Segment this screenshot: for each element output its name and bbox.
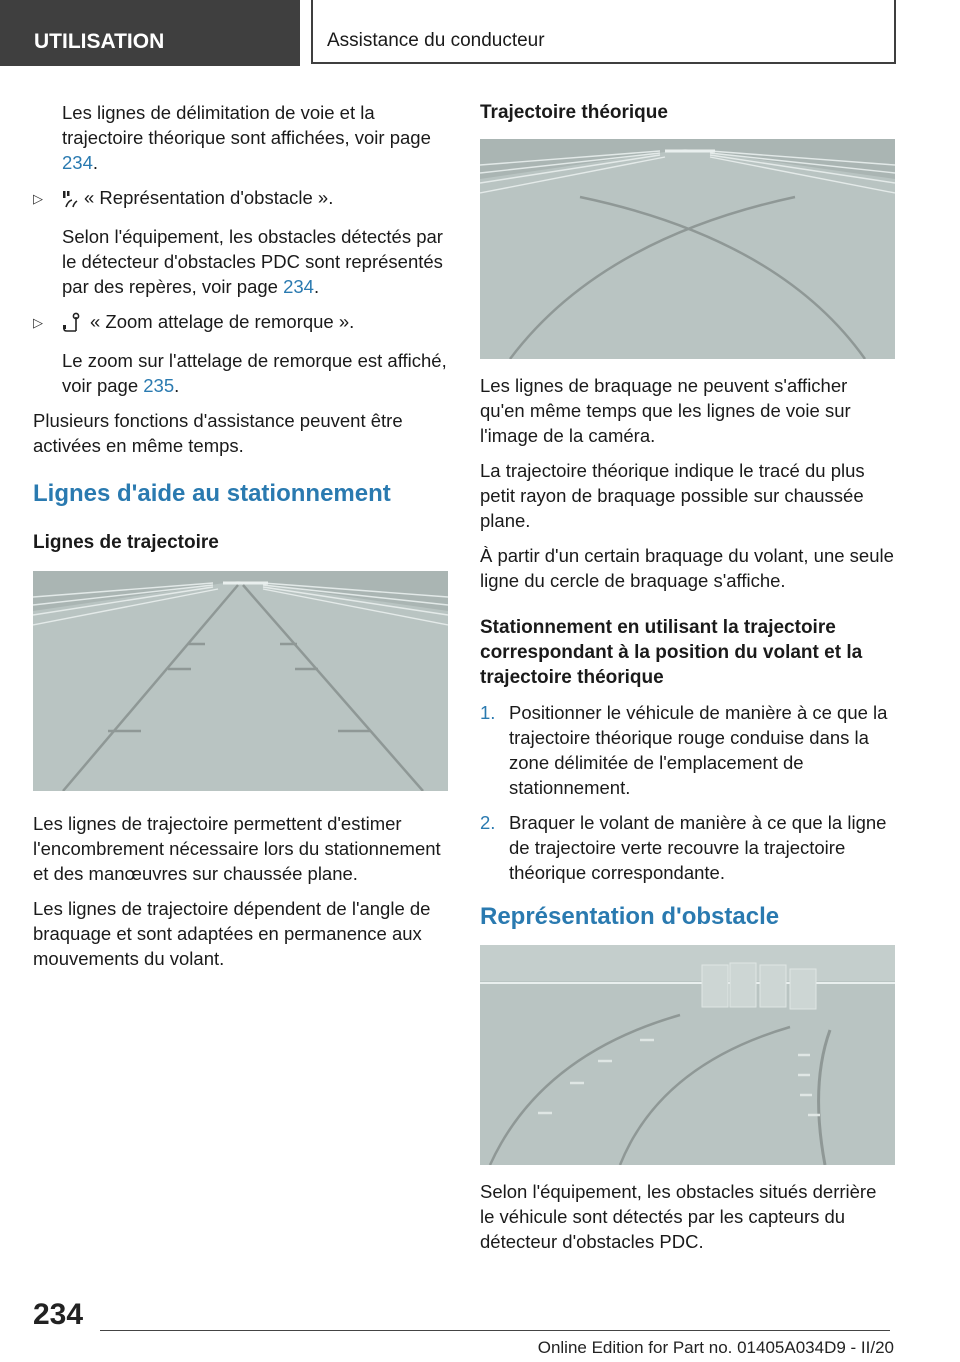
- page-header: [0, 0, 960, 66]
- list-item: [33, 185, 448, 214]
- list-item: [480, 700, 895, 800]
- subsection-heading: Trajectoire théorique: [480, 102, 668, 123]
- chapter-box: [311, 0, 896, 64]
- section-title: UTILISATION: [34, 30, 165, 53]
- page-link[interactable]: 234: [283, 276, 314, 297]
- trailer-hitch-icon: [62, 312, 84, 338]
- step-number: 1.: [480, 702, 496, 723]
- page-number: 234: [33, 1298, 84, 1331]
- list-item: [480, 810, 895, 885]
- bullet-triangle-icon: ▷: [33, 191, 43, 206]
- page-link[interactable]: 234: [62, 152, 93, 173]
- bullet-triangle-icon: ▷: [33, 315, 43, 330]
- numbered-list: [480, 700, 895, 885]
- trajectory-lines-image: [33, 571, 448, 791]
- paragraph: Les lignes de trajectoire permettent d'estimer l'encombrement nécessaire lors du stationnement et des manœuvres sur chaussée plane.: [33, 813, 441, 884]
- step-text: Braquer le volant de manière à ce que la ligne de trajectoire verte recouvre la trajectoire théorique correspondante.: [509, 812, 887, 883]
- paragraph: À partir d'un certain braquage du volant, une seule ligne du cercle de braquage s'affiche.: [480, 545, 894, 591]
- obstacle-display-image: [480, 945, 895, 1165]
- obstacle-view-icon: [62, 189, 78, 214]
- step-number: 2.: [480, 812, 496, 833]
- paragraph: Plusieurs fonctions d'assistance peuvent être activées en même temps.: [33, 410, 403, 456]
- left-column: [33, 100, 448, 981]
- page-link[interactable]: 235: [143, 375, 175, 396]
- right-column: [480, 100, 895, 1264]
- section-heading: Représentation d'obstacle: [480, 903, 780, 930]
- list-item: [33, 309, 448, 338]
- step-text: Positionner le véhicule de manière à ce que la trajectoire théorique rouge conduise dans la zone délimitée de l'emplacement de stationnement.: [509, 702, 888, 798]
- section-heading: Lignes d'aide au stationnement: [33, 480, 391, 507]
- chapter-title: Assistance du conducteur: [327, 30, 545, 51]
- bullet-label: « Zoom attelage de remorque ».: [90, 311, 355, 332]
- section-tab: [0, 0, 300, 66]
- paragraph: Les lignes de braquage ne peuvent s'afficher qu'en même temps que les lignes de voie sur l'image de la caméra.: [480, 375, 851, 446]
- bullet-description: Selon l'équipement, les obstacles détectés par le détecteur d'obstacles PDC sont représentés par des repères, voir page 234.: [62, 226, 443, 297]
- bullet-description: Le zoom sur l'attelage de remorque est affiché, voir page 235.: [62, 350, 447, 396]
- footer-edition: Online Edition for Part no. 01405A034D9 - II/20: [537, 1338, 894, 1357]
- paragraph: La trajectoire théorique indique le tracé du plus petit rayon de braquage possible sur chaussée plane.: [480, 460, 865, 531]
- intro-paragraph: Les lignes de délimitation de voie et la trajectoire théorique sont affichées, voir page 234.: [62, 102, 431, 173]
- bullet-label: « Représentation d'obstacle ».: [84, 187, 334, 208]
- paragraph: Selon l'équipement, les obstacles situés derrière le véhicule sont détectés par les capteurs du détecteur d'obstacles PDC.: [480, 1181, 877, 1252]
- theoretical-trajectory-image: [480, 139, 895, 359]
- paragraph: Les lignes de trajectoire dépendent de l'angle de braquage et sont adaptées en permanence aux mouvements du volant.: [33, 898, 431, 969]
- subsection-heading: Lignes de trajectoire: [33, 532, 219, 553]
- footer-divider: [100, 1330, 890, 1331]
- subsection-heading: Stationnement en utilisant la trajectoire correspondant à la position du volant et la trajectoire théorique: [480, 617, 863, 688]
